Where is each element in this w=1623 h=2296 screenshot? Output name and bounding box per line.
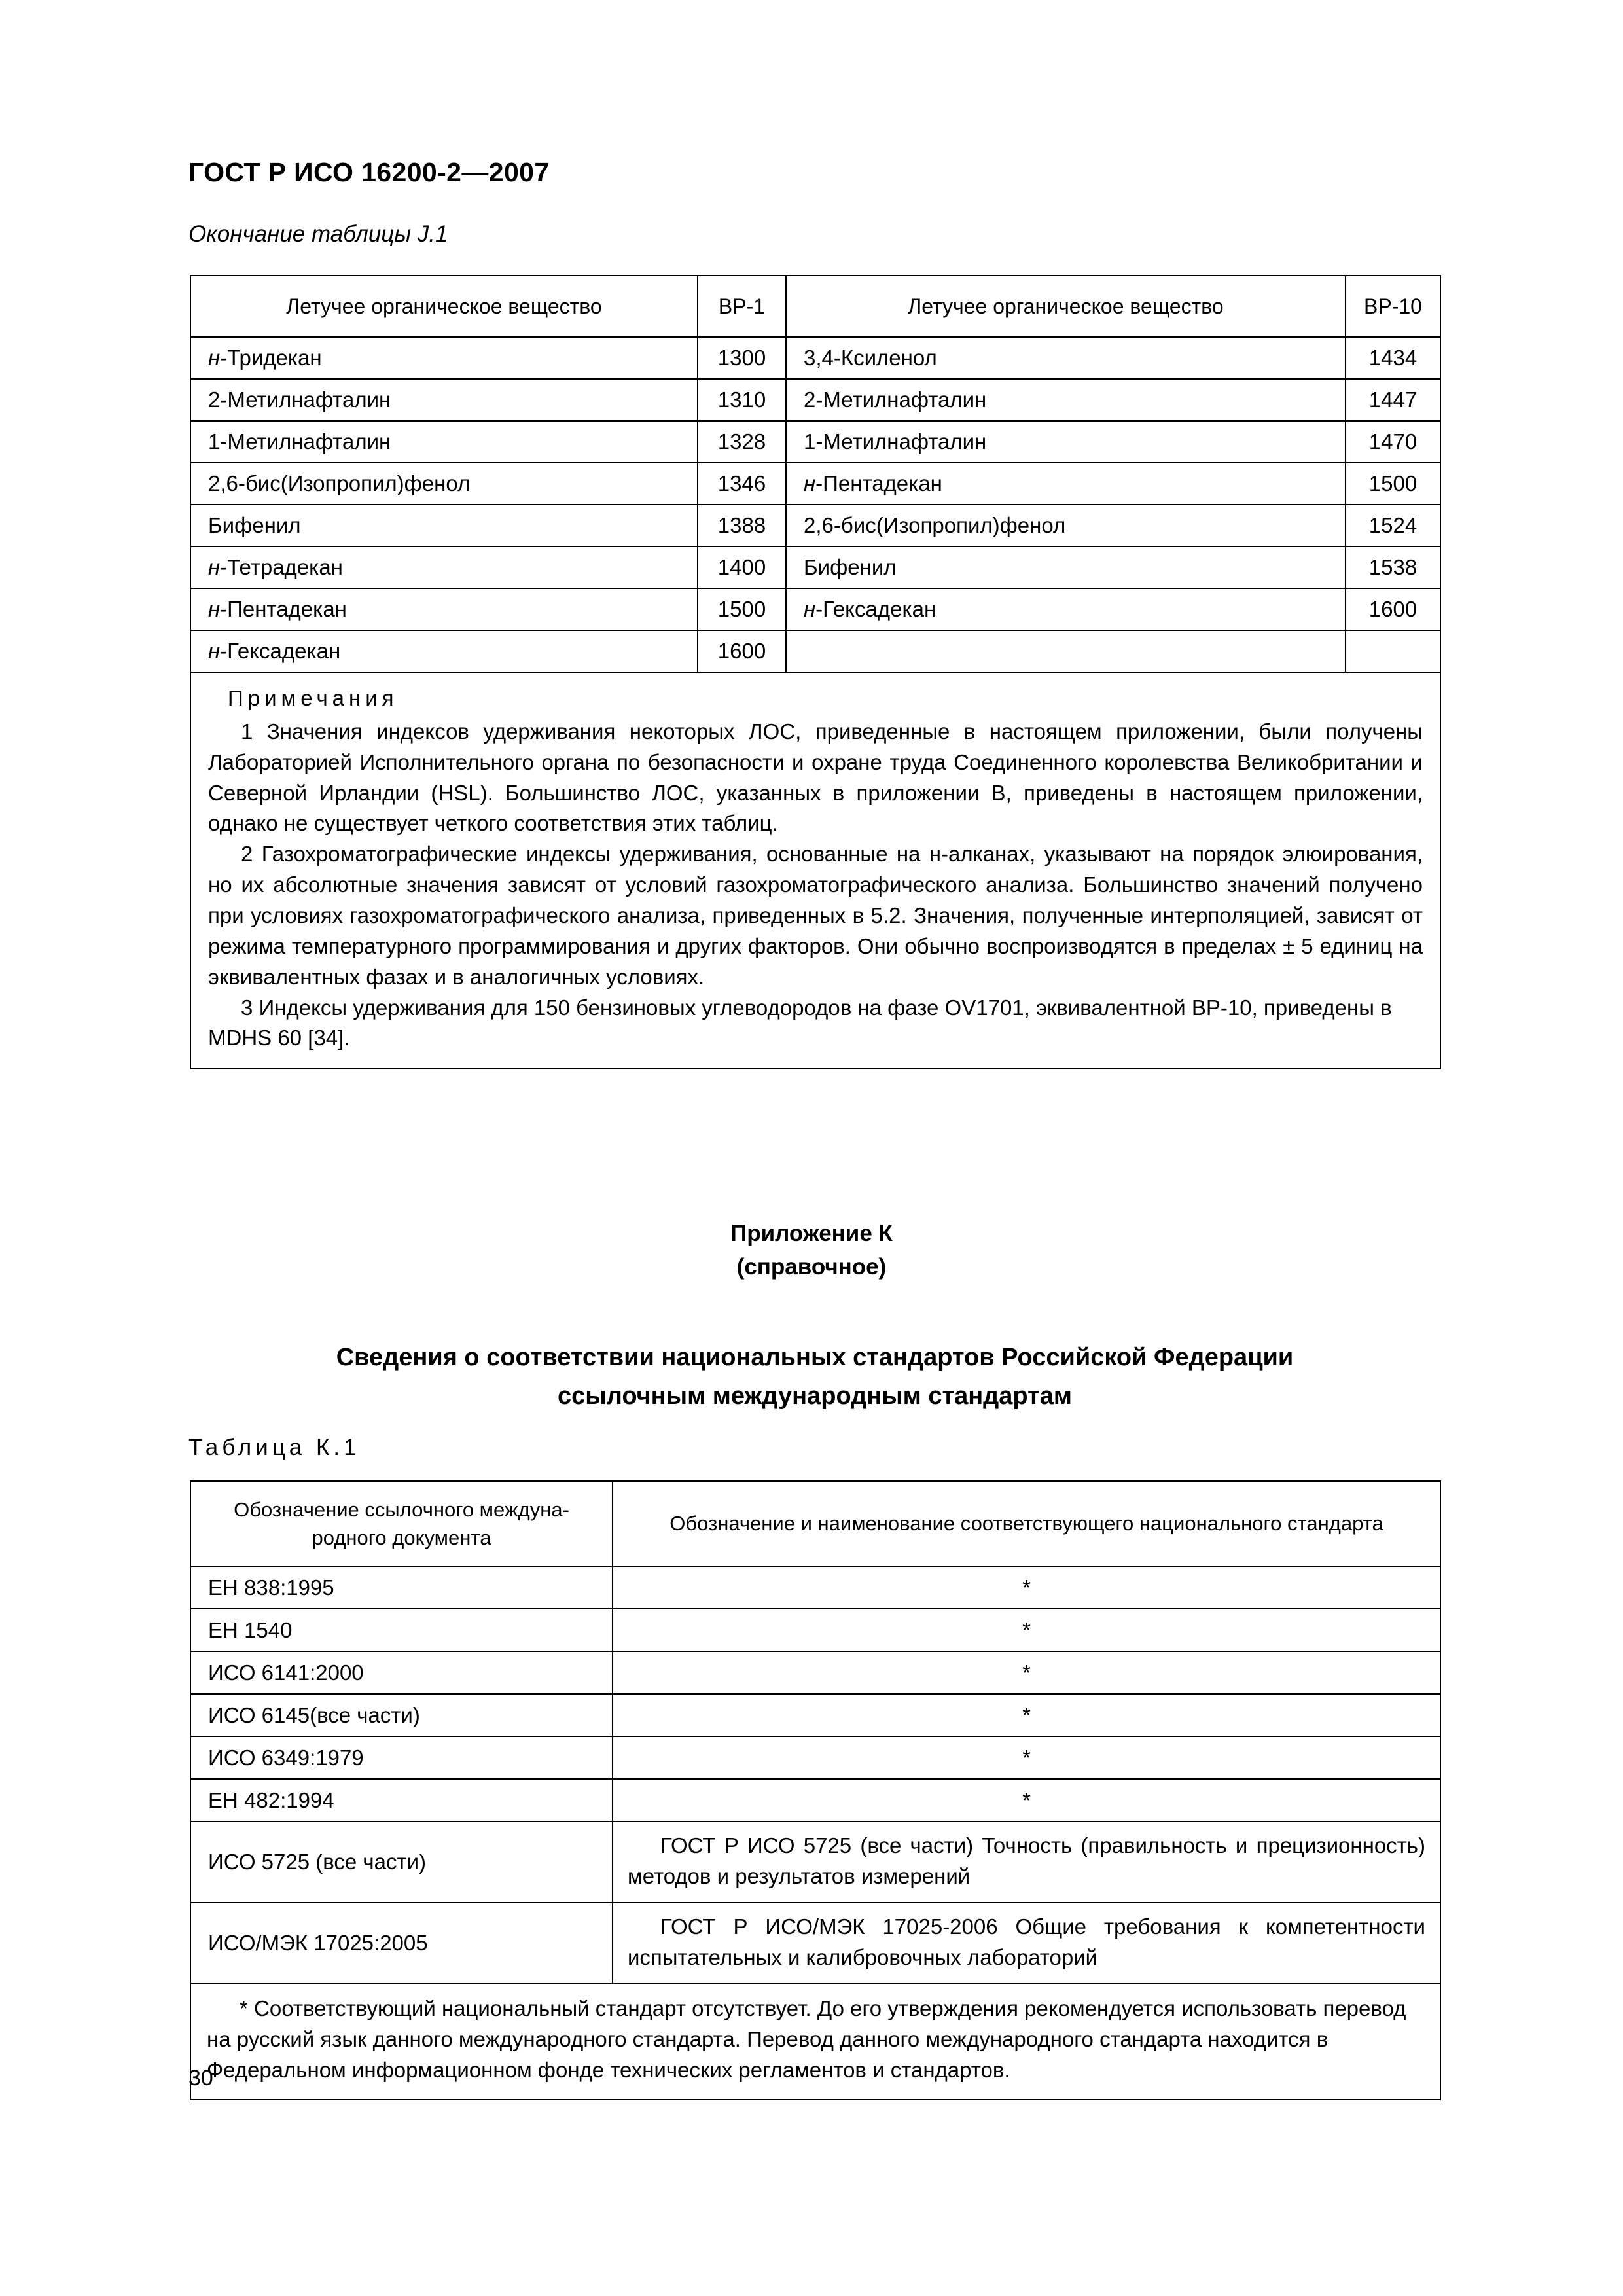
cell-reference-document: ИСО/МЭК 17025:2005	[190, 1903, 613, 1984]
cell-name-left	[190, 337, 698, 379]
table-k1-caption: Таблица К.1	[188, 1435, 361, 1460]
cell-value-left: 1310	[698, 379, 786, 421]
table-row	[190, 421, 1440, 463]
cell-name-right: 3,4-Ксиленол	[786, 337, 1346, 379]
cell-name-left: 2-Метилнафталин	[190, 379, 698, 421]
cell-national-standard: *	[613, 1736, 1440, 1779]
table-k1-footnote-row	[190, 1984, 1440, 2100]
table-row	[190, 379, 1440, 421]
cell-name-left-text: -Пентадекан	[220, 597, 347, 621]
cell-name-left	[190, 547, 698, 588]
table-row	[190, 630, 1440, 672]
table-row	[190, 1903, 1440, 1984]
cell-value-right: 1470	[1346, 421, 1440, 463]
cell-reference-document: ИСО 6145(все части)	[190, 1694, 613, 1736]
table-j1-header-value-left: BP-1	[698, 276, 786, 337]
italic-prefix: н	[804, 597, 816, 621]
cell-name-right-empty	[786, 630, 1346, 672]
cell-value-right: 1524	[1346, 505, 1440, 547]
cell-name-right	[786, 463, 1346, 505]
cell-value-left: 1400	[698, 547, 786, 588]
cell-national-standard: *	[613, 1609, 1440, 1651]
cell-national-standard: ГОСТ Р ИСО 5725 (все части) Точность (правильность и прецизионность) методов и результатов измерений	[613, 1821, 1440, 1903]
table-row	[190, 547, 1440, 588]
cell-name-left	[190, 588, 698, 630]
cell-value-right: 1434	[1346, 337, 1440, 379]
cell-name-left: 1-Метилнафталин	[190, 421, 698, 463]
table-k1-header-col1	[190, 1481, 613, 1566]
appendix-heading-block	[0, 1217, 1623, 1284]
cell-reference-document: ИСО 5725 (все части)	[190, 1821, 613, 1903]
cell-value-right: 1447	[1346, 379, 1440, 421]
appendix-title-line-2: ссылочным международным стандартам	[557, 1382, 1072, 1410]
table-row	[190, 505, 1440, 547]
cell-national-standard: *	[613, 1566, 1440, 1609]
cell-name-right-text: -Пентадекан	[815, 471, 942, 495]
cell-value-left: 1388	[698, 505, 786, 547]
table-k1	[190, 1480, 1441, 2100]
cell-name-right: 1-Метилнафталин	[786, 421, 1346, 463]
table-row	[190, 1651, 1440, 1694]
italic-prefix: н	[208, 639, 221, 663]
table-k1-header-col2: Обозначение и наименование соответствующего национального стандарта	[613, 1481, 1440, 1566]
table-j1-notes-cell	[190, 672, 1440, 1069]
table-k1-footnote-cell	[190, 1984, 1440, 2100]
appendix-label: Приложение К	[730, 1221, 893, 1246]
cell-reference-document: ИСО 6349:1979	[190, 1736, 613, 1779]
cell-national-standard: *	[613, 1651, 1440, 1694]
italic-prefix: н	[804, 471, 816, 495]
table-j1-continuation-caption: Окончание таблицы J.1	[188, 221, 448, 247]
cell-value-left: 1500	[698, 588, 786, 630]
table-j1-header-name-left: Летучее органическое вещество	[190, 276, 698, 337]
cell-name-left-text: -Тридекан	[220, 346, 322, 370]
table-row	[190, 463, 1440, 505]
cell-value-right: 1500	[1346, 463, 1440, 505]
cell-name-left: 2,6-бис(Изопропил)фенол	[190, 463, 698, 505]
note-3: 3 Индексы удерживания для 150 бензиновых углеводородов на фазе OV1701, эквивалентной BP-10, приведены в MDHS 60 [34].	[208, 995, 1392, 1050]
cell-national-standard: ГОСТ Р ИСО/МЭК 17025-2006 Общие требования к компетентности испытательных и калибровочных лабораторий	[613, 1903, 1440, 1984]
cell-national-standard: *	[613, 1694, 1440, 1736]
cell-reference-document: ЕН 482:1994	[190, 1779, 613, 1821]
cell-name-right: 2,6-бис(Изопропил)фенол	[786, 505, 1346, 547]
note-1: 1 Значения индексов удерживания некоторых ЛОС, приведенные в настоящем приложении, были получены Лабораторией Исполнительного органа по безопасности и охране труда Соединенного королевства Великобритании и Северной Ирландии (HSL). Большинство ЛОС, указанных в приложении В, приведены в настоящем приложении, однако не существует четкого соответствия этих таблиц.	[208, 719, 1423, 836]
table-j1-header-row	[190, 276, 1440, 337]
cell-value-right: 1538	[1346, 547, 1440, 588]
table-j1-notes-row	[190, 672, 1440, 1069]
cell-name-right-text: -Гексадекан	[815, 597, 936, 621]
cell-value-left: 1328	[698, 421, 786, 463]
standard-code-header: ГОСТ Р ИСО 16200-2—2007	[188, 157, 550, 187]
cell-national-standard: *	[613, 1779, 1440, 1821]
cell-name-right	[786, 588, 1346, 630]
table-k1-header-col1-line2: родного документа	[312, 1526, 491, 1549]
note-2: 2 Газохроматографические индексы удерживания, основанные на н-алканах, указывают на порядок элюирования, но их абсолютные значения зависят от условий газохроматографического анализа. Большинство значений получено при условиях газохроматографического анализа, приведенных в 5.2. Значения, полученные интерполяцией, зависят от режима температурного программирования и других факторов. Они обычно воспроизводятся в пределах ± 5 единиц на эквивалентных фазах и в аналогичных условиях.	[208, 842, 1423, 989]
cell-name-right: 2-Метилнафталин	[786, 379, 1346, 421]
table-j1-header-value-right: BP-10	[1346, 276, 1440, 337]
table-j1	[190, 275, 1441, 1069]
page-number: 30	[188, 2066, 213, 2090]
cell-value-right-empty	[1346, 630, 1440, 672]
table-row	[190, 337, 1440, 379]
table-row	[190, 1736, 1440, 1779]
table-row	[190, 588, 1440, 630]
cell-name-left-text: -Гексадекан	[220, 639, 341, 663]
table-k1-header-row	[190, 1481, 1440, 1566]
cell-value-right: 1600	[1346, 588, 1440, 630]
cell-value-left: 1600	[698, 630, 786, 672]
italic-prefix: н	[208, 597, 221, 621]
cell-name-left	[190, 630, 698, 672]
cell-name-left: Бифенил	[190, 505, 698, 547]
appendix-title-line-1: Сведения о соответствии национальных стандартов Российской Федерации	[336, 1344, 1294, 1371]
table-row	[190, 1779, 1440, 1821]
italic-prefix: н	[208, 346, 221, 370]
cell-name-right: Бифенил	[786, 547, 1346, 588]
table-row	[190, 1609, 1440, 1651]
appendix-kind: (справочное)	[736, 1253, 887, 1280]
table-j1-header-name-right: Летучее органическое вещество	[786, 276, 1346, 337]
appendix-title	[190, 1338, 1440, 1416]
table-row	[190, 1821, 1440, 1903]
footnote-text: * Соответствующий национальный стандарт отсутствует. До его утверждения рекомендуется использовать перевод на русский язык данного международного стандарта. Перевод данного международного стандарта находится в Федеральном информационном фонде технических регламентов и стандартов.	[207, 1996, 1406, 2082]
table-row	[190, 1694, 1440, 1736]
table-row	[190, 1566, 1440, 1609]
cell-name-left-text: -Тетрадекан	[220, 555, 343, 579]
notes-title: Примечания	[228, 686, 399, 710]
cell-value-left: 1346	[698, 463, 786, 505]
italic-prefix: н	[208, 555, 221, 579]
table-k1-header-col1-line1: Обозначение ссылочного междуна-	[234, 1498, 569, 1521]
cell-reference-document: ИСО 6141:2000	[190, 1651, 613, 1694]
cell-value-left: 1300	[698, 337, 786, 379]
cell-reference-document: ЕН 838:1995	[190, 1566, 613, 1609]
cell-reference-document: ЕН 1540	[190, 1609, 613, 1651]
